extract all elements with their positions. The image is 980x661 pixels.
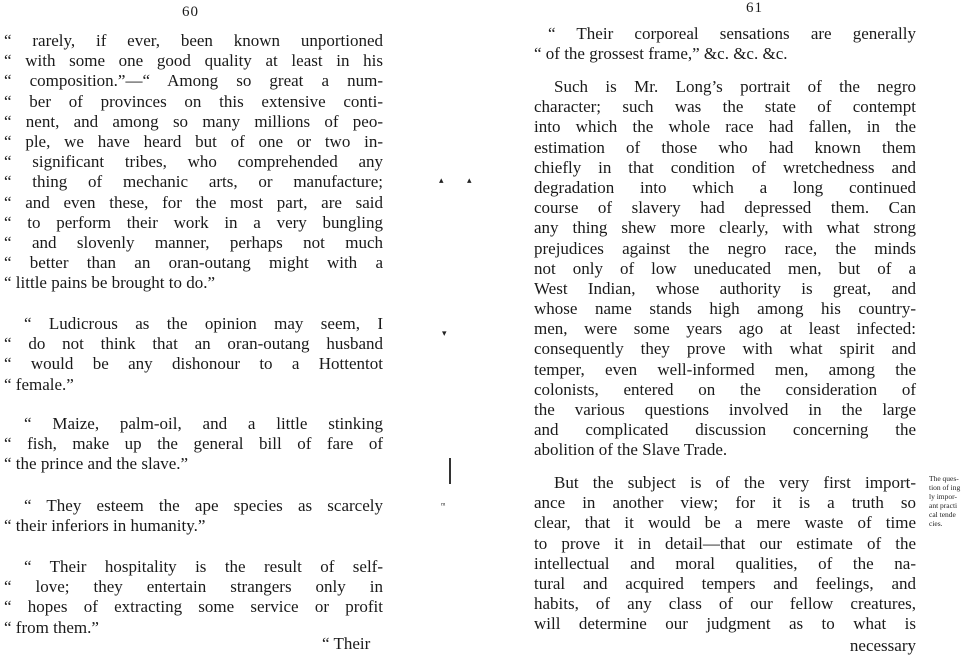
text-line: colonists, entered on the consideration of — [534, 379, 916, 399]
quote-block — [4, 557, 383, 638]
text-line: “ They esteem the ape species as scarcely — [24, 496, 383, 515]
text-line: “ Maize, palm-oil, and a little stinking — [24, 414, 383, 433]
page-number: 60 — [182, 4, 199, 20]
text-line: “ better than an oran-outang might with a — [4, 253, 383, 273]
quote-block — [4, 414, 383, 475]
text-line: “ and even these, for the most part, are said — [4, 192, 383, 212]
text-line: “ rarely, if ever, been known unportioned — [4, 31, 383, 50]
text-line: habits, of any class of our fellow creatures, — [534, 594, 916, 614]
text-line: “ the prince and the slave.” — [4, 454, 189, 474]
text-line: chiefly in that condition of wretchedness and — [534, 157, 916, 177]
text-line: men, were some years ago at least infected: — [534, 319, 916, 339]
text-line: and complicated discussion concerning the — [534, 420, 916, 440]
text-line: “ little pains be brought to do.” — [4, 273, 216, 293]
margin-note-line: The ques- — [929, 474, 959, 483]
margin-note-line: ly impor- — [929, 492, 957, 501]
text-line: “ from them.” — [4, 617, 99, 637]
text-line: estimation of those who had known them — [534, 137, 916, 157]
text-line: “ thing of mechanic arts, or manufacture; — [4, 172, 383, 192]
text-line: course of slavery had depressed them. Can — [534, 198, 916, 218]
text-line: “ their inferiors in humanity.” — [4, 516, 206, 536]
text-line: “ nent, and among so many millions of peo- — [4, 111, 383, 131]
text-line: to prove it in detail—that our estimate of the — [534, 533, 916, 553]
text-line: But the subject is of the very first import- — [554, 473, 916, 492]
text-line: any thing shew more clearly, with what strong — [534, 218, 916, 238]
text-line: “ Ludicrous as the opinion may seem, I — [24, 314, 383, 333]
text-line: “ with some one good quality at least in his — [4, 51, 383, 71]
text-line: West Indian, whose authority is great, and — [534, 278, 916, 298]
text-line: “ hopes of extracting some service or profit — [4, 597, 383, 617]
catchword — [322, 634, 392, 654]
gutter-mark: ᵐ — [441, 500, 446, 510]
catchword — [828, 636, 916, 656]
text-line: character; such was the state of contempt — [534, 97, 916, 117]
text-line: degradation into which a long continued — [534, 177, 916, 197]
text-line: “ Their corporeal sensations are generally — [548, 24, 916, 43]
margin-note — [929, 474, 980, 528]
text-line: Such is Mr. Long’s portrait of the negro — [554, 77, 916, 96]
text-line: prejudices against the negro race, the minds — [534, 238, 916, 258]
gutter-mark: ▾ — [442, 328, 447, 338]
text-line: “ fish, make up the general bill of fare of — [4, 434, 383, 454]
quote-block — [534, 24, 916, 64]
text-line: the various questions involved in the large — [534, 400, 916, 419]
gutter-mark: ▴ — [439, 175, 444, 185]
text-line: “ to perform their work in a very bungling — [4, 212, 383, 232]
paragraph — [534, 77, 916, 461]
right-page — [528, 0, 980, 661]
margin-note-line: ant practi — [929, 501, 958, 510]
text-line: consequently they prove with what spirit and — [534, 339, 916, 359]
page-number: 61 — [746, 0, 763, 16]
text-line: ance in another view; for it is a truth so — [534, 493, 916, 513]
text-line: “ love; they entertain strangers only in — [4, 577, 383, 597]
text-line: “ composition.”—“ Among so great a num- — [4, 71, 383, 91]
gutter-mark: ▴ — [467, 175, 472, 185]
quote-block — [4, 496, 383, 536]
text-line: “ of the grossest frame,” &c. &c. &c. — [534, 44, 788, 64]
text-line: “ do not think that an oran-outang husband — [4, 334, 383, 354]
text-line: into which the whole race had fallen, in the — [534, 117, 916, 137]
catchword-text: “ Their — [322, 634, 371, 653]
gutter-rule — [449, 458, 451, 484]
text-line: clear, that it would be a mere waste of time — [534, 513, 916, 533]
left-page — [0, 0, 400, 661]
text-line: “ would be any dishonour to a Hottentot — [4, 354, 383, 374]
catchword-text: necessary — [849, 636, 916, 655]
text-line: “ female.” — [4, 374, 74, 394]
margin-note-line: cal tende — [929, 510, 956, 519]
text-line: intellectual and moral qualities, of the na- — [534, 553, 916, 573]
text-line: “ ple, we have heard but of one or two in- — [4, 131, 383, 151]
quote-block — [4, 314, 383, 395]
text-line: abolition of the Slave Trade. — [534, 440, 728, 460]
text-line: tural and acquired tempers and feelings, and — [534, 573, 916, 593]
text-line: “ Their hospitality is the result of self- — [24, 557, 383, 576]
text-line: temper, even well-informed men, among the — [534, 359, 916, 379]
margin-note-line: tion of ing — [929, 483, 961, 492]
text-line: “ and slovenly manner, perhaps not much — [4, 232, 383, 252]
text-line: “ ber of provinces on this extensive conti- — [4, 91, 383, 111]
text-line: not only of low uneducated men, but of a — [534, 258, 916, 278]
quote-block — [4, 31, 383, 293]
text-line: “ significant tribes, who comprehended any — [4, 152, 383, 172]
margin-note-line: cies. — [929, 519, 943, 528]
text-line: whose name stands high among his country- — [534, 299, 916, 319]
text-line: will determine our judgment as to what is — [534, 614, 916, 634]
paragraph — [534, 473, 916, 635]
